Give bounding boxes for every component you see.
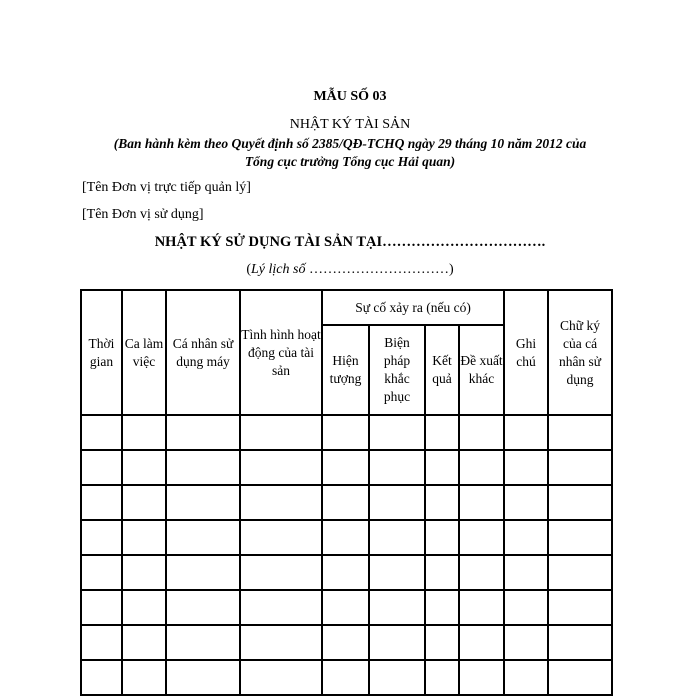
table-cell (322, 485, 369, 520)
table-cell (122, 450, 166, 485)
table-cell (459, 485, 504, 520)
table-cell (369, 520, 425, 555)
table-cell (548, 520, 612, 555)
table-cell (504, 520, 548, 555)
table-cell (459, 520, 504, 555)
cv-number-dots: …………………………) (305, 262, 454, 277)
table-cell (166, 555, 240, 590)
table-cell (322, 625, 369, 660)
table-cell (459, 450, 504, 485)
table-cell (425, 450, 459, 485)
table-cell (240, 415, 322, 450)
col-header-incident-group: Sự cố xảy ra (nếu có) (322, 290, 504, 325)
table-row (81, 520, 612, 555)
table-cell (548, 590, 612, 625)
table-cell (122, 590, 166, 625)
issuance-note (0, 135, 700, 171)
table-row (81, 415, 612, 450)
table-cell (369, 415, 425, 450)
table-cell (322, 590, 369, 625)
table-cell (166, 520, 240, 555)
table-cell (548, 625, 612, 660)
table-cell (322, 450, 369, 485)
table-cell (81, 555, 122, 590)
col-header-proposal: Đề xuất khác (459, 325, 504, 415)
table-cell (548, 555, 612, 590)
table-cell (122, 555, 166, 590)
table-cell (166, 625, 240, 660)
table-cell (322, 520, 369, 555)
table-cell (369, 555, 425, 590)
form-number: MẪU SỐ 03 (313, 89, 387, 104)
asset-usage-log-table (80, 289, 613, 696)
table-cell (322, 660, 369, 695)
table-row (81, 450, 612, 485)
cv-number-line (0, 262, 700, 278)
col-header-asset-status: Tình hình hoạt động của tài sản (240, 290, 322, 415)
col-header-shift: Ca làm việc (122, 290, 166, 415)
document-title: NHẬT KÝ TÀI SẢN (289, 117, 411, 132)
table-cell (240, 555, 322, 590)
table-row (81, 485, 612, 520)
table-cell (369, 660, 425, 695)
table-cell (122, 520, 166, 555)
table-cell (81, 625, 122, 660)
table-cell (459, 590, 504, 625)
table-cell (81, 450, 122, 485)
issuance-note-line-1: (Ban hành kèm theo Quyết định số 2385/QĐ-TCHQ ngày 29 tháng 10 năm 2012 của (113, 136, 587, 151)
table-cell (425, 625, 459, 660)
table-cell (425, 590, 459, 625)
table-row (81, 625, 612, 660)
table-cell (322, 415, 369, 450)
table-cell (425, 415, 459, 450)
table-cell (240, 450, 322, 485)
table-cell (369, 485, 425, 520)
col-header-result: Kết quả (425, 325, 459, 415)
table-cell (81, 415, 122, 450)
table-cell (548, 450, 612, 485)
col-header-notes: Ghi chú (504, 290, 548, 415)
table-row (81, 555, 612, 590)
table-cell (240, 660, 322, 695)
table-cell (122, 625, 166, 660)
col-header-phenomenon: Hiện tượng (322, 325, 369, 415)
table-cell (166, 660, 240, 695)
col-header-signature: Chữ ký của cá nhân sử dụng (548, 290, 612, 415)
table-cell (548, 485, 612, 520)
table-cell (240, 625, 322, 660)
table-row (81, 590, 612, 625)
table-cell (369, 590, 425, 625)
table-cell (81, 520, 122, 555)
table-cell (322, 555, 369, 590)
cv-number-label: Lý lịch số (251, 262, 306, 277)
table-cell (81, 485, 122, 520)
table-cell (122, 660, 166, 695)
log-main-title: NHẬT KÝ SỬ DỤNG TÀI SẢN TẠI……………………………. (154, 234, 546, 250)
table-cell (122, 485, 166, 520)
table-cell (425, 485, 459, 520)
table-cell (459, 660, 504, 695)
table-cell (369, 625, 425, 660)
table-cell (504, 415, 548, 450)
table-cell (81, 590, 122, 625)
table-cell (166, 415, 240, 450)
table-cell (504, 450, 548, 485)
table-cell (504, 485, 548, 520)
cv-open-paren: ( (246, 262, 252, 277)
table-cell (548, 660, 612, 695)
table-cell (122, 415, 166, 450)
table-cell (166, 590, 240, 625)
using-unit-placeholder: [Tên Đơn vị sử dụng] (82, 207, 204, 222)
table-cell (240, 590, 322, 625)
col-header-operator: Cá nhân sử dụng máy (166, 290, 240, 415)
table-cell (369, 450, 425, 485)
table-cell (504, 590, 548, 625)
table-cell (504, 625, 548, 660)
log-table-body (81, 415, 612, 695)
table-cell (425, 520, 459, 555)
table-cell (459, 625, 504, 660)
table-cell (240, 520, 322, 555)
table-cell (504, 660, 548, 695)
table-cell (504, 555, 548, 590)
issuance-note-line-2: Tổng cục trưởng Tổng cục Hải quan) (244, 154, 456, 169)
table-cell (240, 485, 322, 520)
table-cell (459, 555, 504, 590)
table-cell (459, 415, 504, 450)
table-cell (166, 450, 240, 485)
table-cell (425, 555, 459, 590)
col-header-remedy: Biện pháp khắc phục (369, 325, 425, 415)
table-cell (548, 415, 612, 450)
col-header-time: Thời gian (81, 290, 122, 415)
table-row (81, 660, 612, 695)
table-cell (425, 660, 459, 695)
managing-unit-placeholder: [Tên Đơn vị trực tiếp quản lý] (82, 180, 251, 195)
table-cell (166, 485, 240, 520)
table-cell (81, 660, 122, 695)
